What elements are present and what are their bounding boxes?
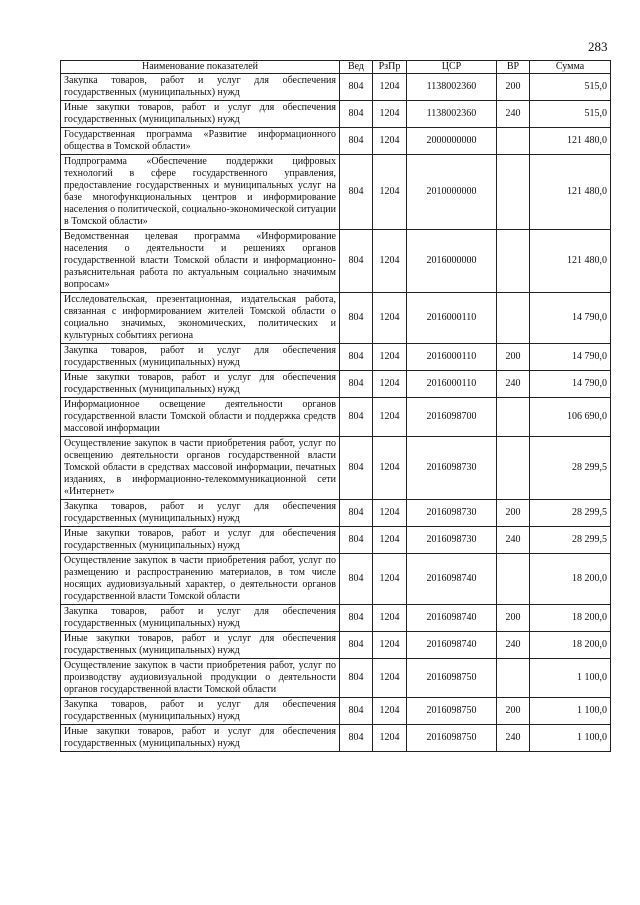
row-rzpr: 1204: [373, 101, 407, 128]
row-csr: 2000000000: [407, 128, 497, 155]
row-ved: 804: [340, 698, 373, 725]
row-rzpr: 1204: [373, 500, 407, 527]
row-csr: 2016098740: [407, 605, 497, 632]
row-vr: 240: [497, 725, 530, 752]
row-csr: 2016098730: [407, 527, 497, 554]
row-name: Исследовательская, презентационная, издательская работа, связанная с информированием жителей Томской области о социально значимых, экономических, политических и культурных событиях региона: [61, 293, 340, 344]
row-sum: 14 790,0: [530, 344, 611, 371]
row-csr: 2016000110: [407, 371, 497, 398]
row-csr: 2016000000: [407, 230, 497, 293]
table-row: [61, 500, 611, 527]
row-vr: 200: [497, 605, 530, 632]
row-rzpr: 1204: [373, 698, 407, 725]
row-name: Подпрограмма «Обеспечение поддержки цифровых технологий в сфере государственного управления, предоставление государственных и муниципальных услуг на базе многофункциональных центров и информирование населения о политической, социально-экономической ситуации в Томской области»: [61, 155, 340, 230]
row-sum: 106 690,0: [530, 398, 611, 437]
row-vr: [497, 437, 530, 500]
table-row: [61, 698, 611, 725]
row-name: Закупка товаров, работ и услуг для обеспечения государственных (муниципальных) нужд: [61, 344, 340, 371]
row-ved: 804: [340, 344, 373, 371]
row-name: Осуществление закупок в части приобретения работ, услуг по производству аудиовизуальной продукции о деятельности органов государственной власти Томской области: [61, 659, 340, 698]
header-vr: ВР: [497, 61, 530, 74]
row-vr: 240: [497, 371, 530, 398]
row-ved: 804: [340, 437, 373, 500]
row-name: Иные закупки товаров, работ и услуг для обеспечения государственных (муниципальных) нужд: [61, 527, 340, 554]
row-ved: 804: [340, 632, 373, 659]
row-vr: [497, 128, 530, 155]
row-rzpr: 1204: [373, 605, 407, 632]
row-ved: 804: [340, 230, 373, 293]
row-name: Закупка товаров, работ и услуг для обеспечения государственных (муниципальных) нужд: [61, 74, 340, 101]
row-rzpr: 1204: [373, 659, 407, 698]
row-ved: 804: [340, 293, 373, 344]
row-vr: 200: [497, 500, 530, 527]
budget-table: [60, 60, 611, 752]
table-row: [61, 293, 611, 344]
row-sum: 1 100,0: [530, 725, 611, 752]
row-csr: 2016098750: [407, 698, 497, 725]
row-sum: 18 200,0: [530, 632, 611, 659]
row-sum: 515,0: [530, 74, 611, 101]
row-sum: 1 100,0: [530, 659, 611, 698]
row-sum: 121 480,0: [530, 155, 611, 230]
page-number: 283: [588, 39, 608, 54]
header-ved: Вед: [340, 61, 373, 74]
row-name: Иные закупки товаров, работ и услуг для обеспечения государственных (муниципальных) нужд: [61, 632, 340, 659]
row-sum: 28 299,5: [530, 437, 611, 500]
table-row: [61, 659, 611, 698]
table-row: [61, 74, 611, 101]
row-name: Закупка товаров, работ и услуг для обеспечения государственных (муниципальных) нужд: [61, 698, 340, 725]
table-row: [61, 230, 611, 293]
row-name: Закупка товаров, работ и услуг для обеспечения государственных (муниципальных) нужд: [61, 605, 340, 632]
row-sum: 14 790,0: [530, 293, 611, 344]
row-name: Ведомственная целевая программа «Информирование населения о деятельности и решениях органов государственной власти Томской области и информационно-разъяснительная работа по актуальным социально значимым вопросам»: [61, 230, 340, 293]
row-csr: 2016098750: [407, 725, 497, 752]
row-name: Иные закупки товаров, работ и услуг для обеспечения государственных (муниципальных) нужд: [61, 101, 340, 128]
row-vr: 200: [497, 74, 530, 101]
row-name: Осуществление закупок в части приобретения работ, услуг по освещению деятельности органов государственной власти Томской области в средствах массовой информации, печатных изданиях, в информационно-телекоммуникационной сети «Интернет»: [61, 437, 340, 500]
table-row: [61, 527, 611, 554]
row-vr: 240: [497, 632, 530, 659]
row-ved: 804: [340, 155, 373, 230]
table-row: [61, 344, 611, 371]
table-row: [61, 371, 611, 398]
row-name: Иные закупки товаров, работ и услуг для обеспечения государственных (муниципальных) нужд: [61, 725, 340, 752]
row-rzpr: 1204: [373, 128, 407, 155]
row-vr: 200: [497, 698, 530, 725]
row-rzpr: 1204: [373, 371, 407, 398]
row-vr: [497, 554, 530, 605]
row-csr: 1138002360: [407, 101, 497, 128]
row-sum: 515,0: [530, 101, 611, 128]
header-name: Наименование показателей: [61, 61, 340, 74]
row-csr: 2016098740: [407, 554, 497, 605]
row-csr: 2010000000: [407, 155, 497, 230]
row-rzpr: 1204: [373, 554, 407, 605]
row-rzpr: 1204: [373, 437, 407, 500]
row-sum: 28 299,5: [530, 527, 611, 554]
row-rzpr: 1204: [373, 74, 407, 101]
row-ved: 804: [340, 128, 373, 155]
table-row: [61, 398, 611, 437]
row-ved: 804: [340, 554, 373, 605]
row-name: Иные закупки товаров, работ и услуг для обеспечения государственных (муниципальных) нужд: [61, 371, 340, 398]
row-vr: [497, 155, 530, 230]
row-ved: 804: [340, 725, 373, 752]
row-csr: 2016098700: [407, 398, 497, 437]
row-csr: 2016098730: [407, 500, 497, 527]
row-vr: [497, 398, 530, 437]
row-rzpr: 1204: [373, 155, 407, 230]
row-csr: 2016098730: [407, 437, 497, 500]
row-rzpr: 1204: [373, 527, 407, 554]
row-ved: 804: [340, 74, 373, 101]
row-ved: 804: [340, 500, 373, 527]
row-vr: [497, 230, 530, 293]
table-row: [61, 101, 611, 128]
row-name: Информационное освещение деятельности органов государственной власти Томской области и поддержка средств массовой информации: [61, 398, 340, 437]
row-ved: 804: [340, 605, 373, 632]
header-csr: ЦСР: [407, 61, 497, 74]
row-rzpr: 1204: [373, 344, 407, 371]
row-sum: 1 100,0: [530, 698, 611, 725]
row-vr: 200: [497, 344, 530, 371]
table-row: [61, 605, 611, 632]
table-header-row: [61, 61, 611, 74]
table-row: [61, 437, 611, 500]
row-sum: 121 480,0: [530, 230, 611, 293]
row-csr: 1138002360: [407, 74, 497, 101]
row-sum: 18 200,0: [530, 605, 611, 632]
row-vr: [497, 659, 530, 698]
row-vr: 240: [497, 527, 530, 554]
table-row: [61, 725, 611, 752]
table-row: [61, 155, 611, 230]
row-name: Закупка товаров, работ и услуг для обеспечения государственных (муниципальных) нужд: [61, 500, 340, 527]
row-vr: 240: [497, 101, 530, 128]
row-rzpr: 1204: [373, 293, 407, 344]
row-ved: 804: [340, 659, 373, 698]
row-csr: 2016000110: [407, 344, 497, 371]
row-csr: 2016098750: [407, 659, 497, 698]
row-rzpr: 1204: [373, 632, 407, 659]
row-rzpr: 1204: [373, 398, 407, 437]
row-ved: 804: [340, 398, 373, 437]
row-name: Осуществление закупок в части приобретения работ, услуг по размещению и распространению материалов, в том числе носящих аудиовизуальный характер, о деятельности органов государственной власти Томской области: [61, 554, 340, 605]
table-row: [61, 632, 611, 659]
table-row: [61, 554, 611, 605]
row-ved: 804: [340, 101, 373, 128]
row-ved: 804: [340, 527, 373, 554]
header-sum: Сумма: [530, 61, 611, 74]
header-rzpr: РзПр: [373, 61, 407, 74]
row-sum: 121 480,0: [530, 128, 611, 155]
row-rzpr: 1204: [373, 230, 407, 293]
row-sum: 28 299,5: [530, 500, 611, 527]
table-row: [61, 128, 611, 155]
row-ved: 804: [340, 371, 373, 398]
row-sum: 14 790,0: [530, 371, 611, 398]
row-csr: 2016098740: [407, 632, 497, 659]
row-sum: 18 200,0: [530, 554, 611, 605]
row-rzpr: 1204: [373, 725, 407, 752]
row-vr: [497, 293, 530, 344]
row-name: Государственная программа «Развитие информационного общества в Томской области»: [61, 128, 340, 155]
row-csr: 2016000110: [407, 293, 497, 344]
